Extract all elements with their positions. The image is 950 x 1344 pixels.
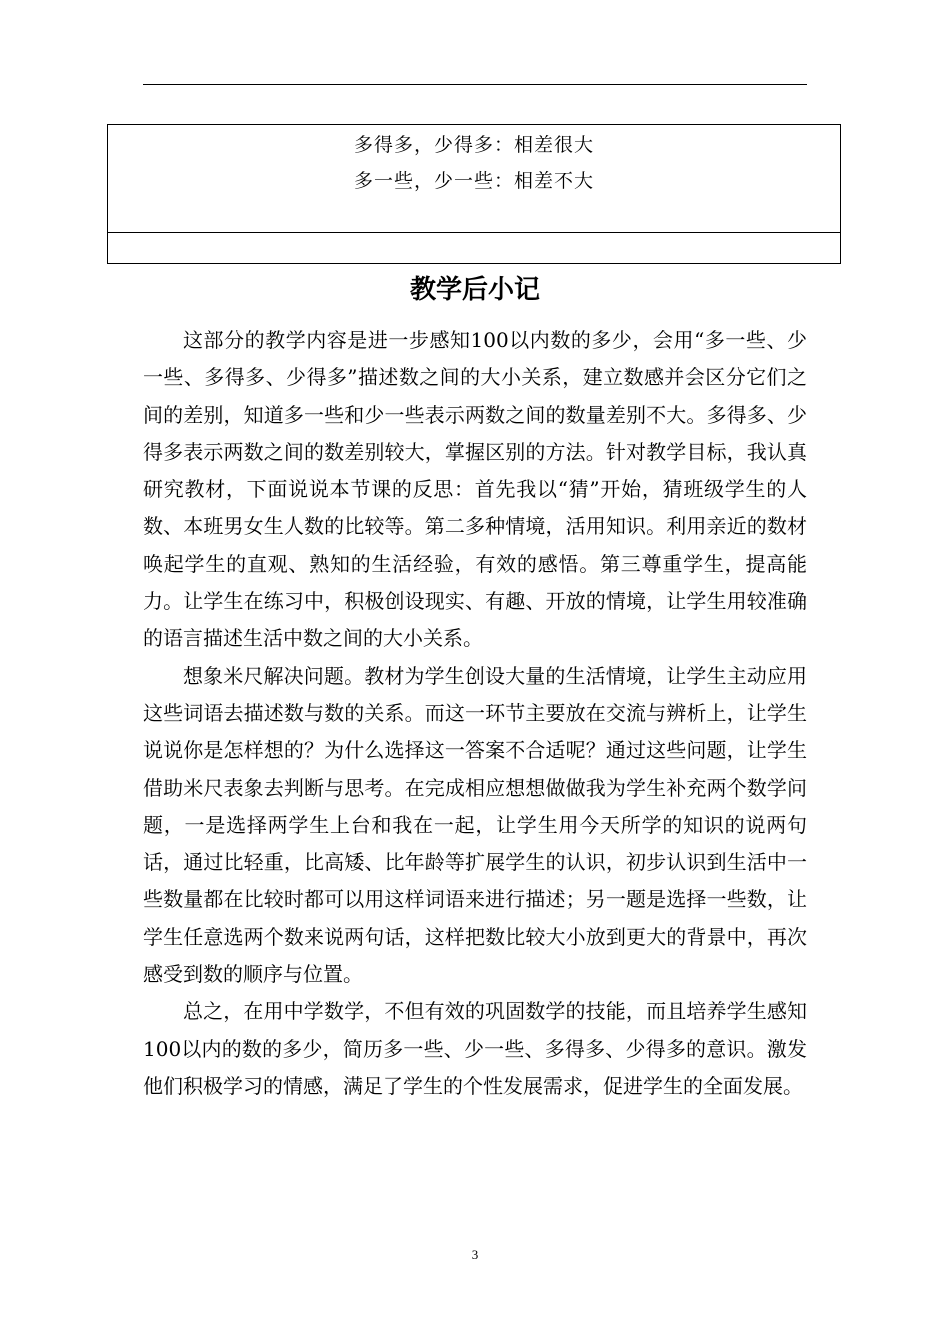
board-empty-cell: [108, 233, 840, 263]
reflection-body: [143, 322, 807, 1105]
board-content-cell: [108, 125, 840, 233]
board-design-table: [107, 124, 841, 264]
section-title: 教学后小记: [409, 275, 540, 305]
header-rule: [143, 84, 807, 85]
paragraph-2: 想象米尺解决问题。教材为学生创设大量的生活情境，让学生主动应用这些词语去描述数与数的关系。而这一环节主要放在交流与辨析上，让学生说说你是怎样想的？为什么选择这一答案不合适呢？通过这些问题，让学生借助米尺表象去判断与思考。在完成相应想想做做我为学生补充两个数学问题，一是选择两学生上台和我在一起，让学生用今天所学的知识的说两句话，通过比轻重，比高矮、比年龄等扩展学生的认识，初步认识到生活中一些数量都在比较时都可以用这样词语来进行描述；另一题是选择一些数，让学生任意选两个数来说两句话，这样把数比较大小放到更大的背景中，再次感受到数的顺序与位置。: [143, 663, 807, 987]
board-line-more: 多得多，少得多：相差很大: [353, 134, 594, 156]
paragraph-3: 总之，在用中学数学，不但有效的巩固数学的技能，而且培养学生感知100以内的数的多少，简历多一些、少一些、多得多、少得多的意识。激发他们积极学习的情感，满足了学生的个性发展需求，促进学生的全面发展。: [143, 999, 807, 1098]
paragraph-1: 这部分的教学内容是进一步感知100以内数的多少，会用“多一些、少一些、多得多、少得多”描述数之间的大小关系，建立数感并会区分它们之间的差别，知道多一些和少一些表示两数之间的数量差别不大。多得多、少得多表示两数之间的数差别较大，掌握区别的方法。针对教学目标，我认真研究教材，下面说说本节课的反思：首先我以“猜”开始，猜班级学生的人数、本班男女生人数的比较等。第二多种情境，活用知识。利用亲近的数材唤起学生的直观、熟知的生活经验，有效的感悟。第三尊重学生，提高能力。让学生在练习中，积极创设现实、有趣、开放的情境，让学生用较准确的语言描述生活中数之间的大小关系。: [143, 328, 807, 651]
board-line-less: 多一些，少一些：相差不大: [353, 170, 594, 192]
page-number: 3: [471, 1247, 479, 1262]
